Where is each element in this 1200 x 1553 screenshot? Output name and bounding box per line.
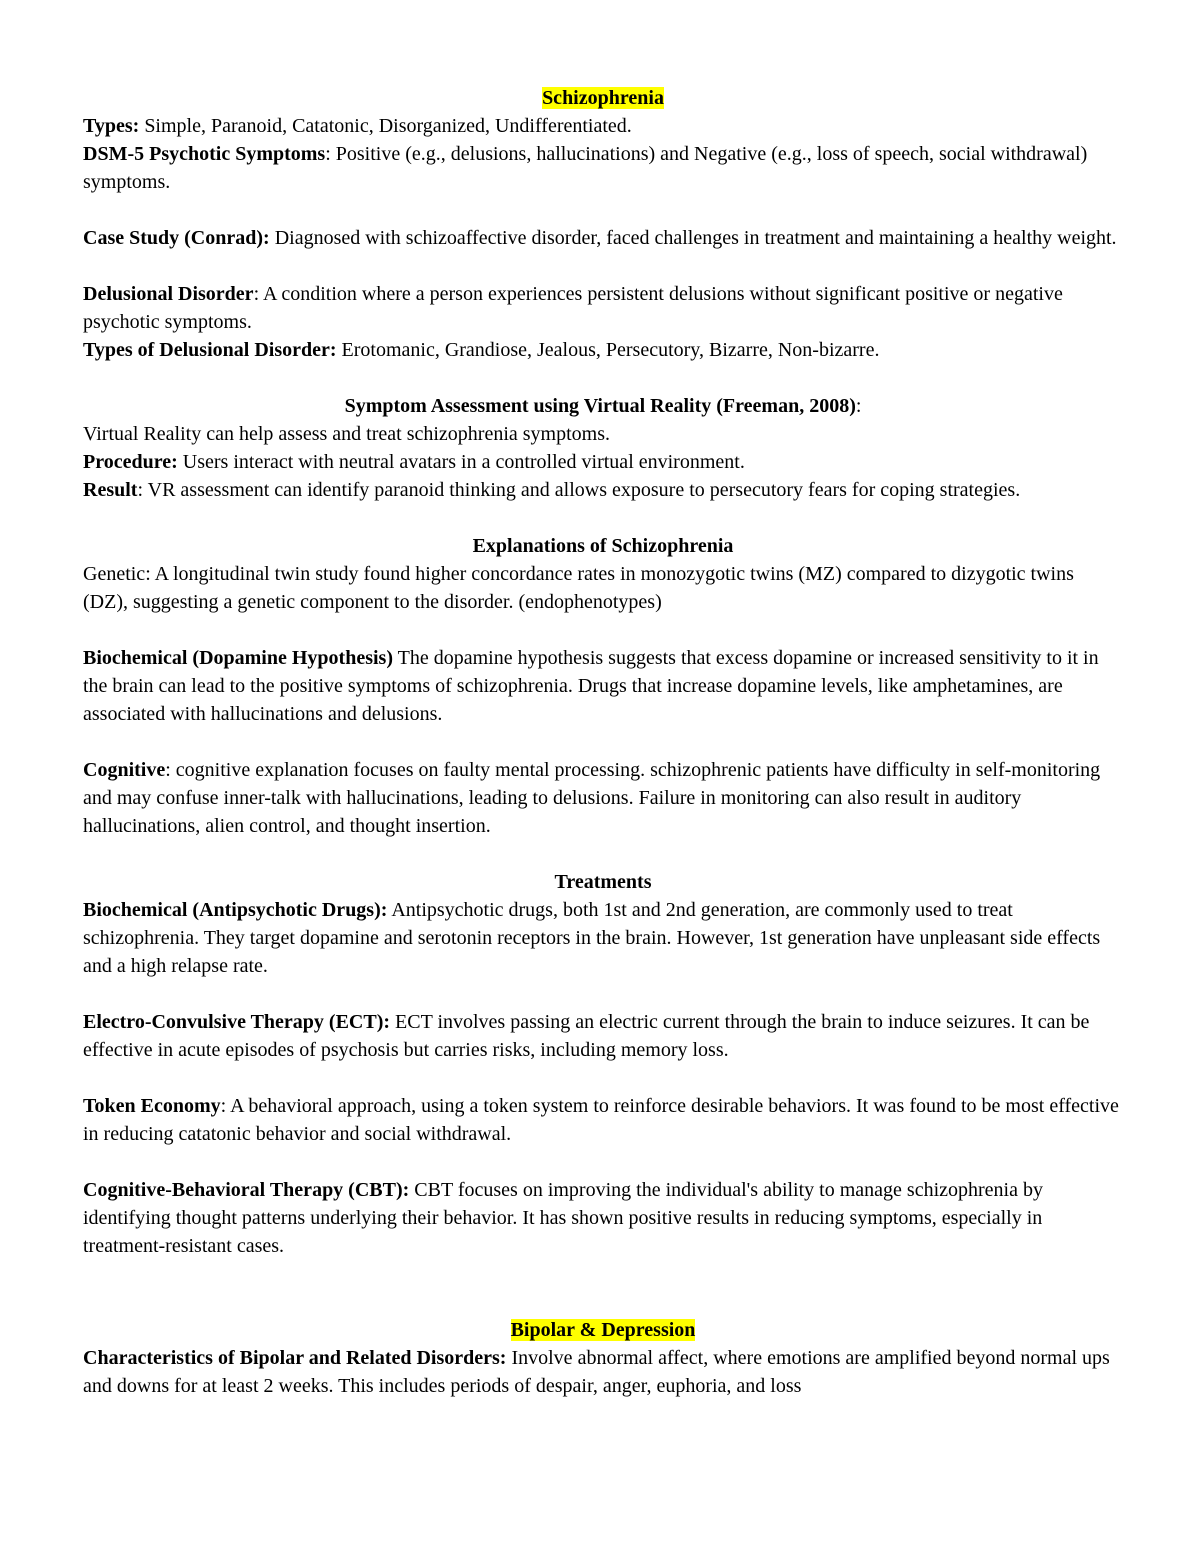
dsm-paragraph — [83, 140, 1123, 196]
drugs-paragraph — [83, 896, 1123, 980]
genetic-paragraph: Genetic: A longitudinal twin study found higher concordance rates in monozygotic twins (MZ) compared to dizygotic twins (DZ), suggesting a genetic component to the disorder. (endophenotypes) — [83, 563, 1074, 613]
cognitive-label: Cognitive — [83, 759, 166, 781]
vr-result-paragraph — [83, 476, 1123, 504]
case-study-label: Case Study (Conrad): — [83, 227, 270, 249]
drugs-label: Biochemical (Antipsychotic Drugs): — [83, 899, 388, 921]
types-label: Types: — [83, 115, 140, 137]
vr-procedure-paragraph — [83, 448, 1123, 476]
token-economy-label: Token Economy — [83, 1095, 221, 1117]
dsm-text: : Positive (e.g., delusions, hallucinations) and Negative (e.g., loss of speech, social withdrawal) symptoms. — [83, 143, 1088, 193]
vr-result-label: Result — [83, 479, 138, 501]
treatments-heading: Treatments — [554, 871, 652, 893]
bipolar-characteristics-paragraph — [83, 1344, 1123, 1400]
delusional-types-text: Erotomanic, Grandiose, Jealous, Persecutory, Bizarre, Non-bizarre. — [336, 339, 880, 361]
treatments-heading-line — [83, 868, 1123, 896]
vr-heading: Symptom Assessment using Virtual Reality (Freeman, 2008) — [344, 395, 856, 417]
bipolar-heading-line — [83, 1316, 1123, 1344]
delusional-types-label: Types of Delusional Disorder: — [83, 339, 337, 361]
bipolar-characteristics-text: Involve abnormal affect, where emotions are amplified beyond normal ups and downs for at least 2 weeks. This includes periods of despair, anger, euphoria, and loss — [83, 1347, 1110, 1397]
delusional-disorder-paragraph — [83, 280, 1123, 336]
cognitive-text: : cognitive explanation focuses on faulty mental processing. schizophrenic patients have difficulty in self-monitoring and may confuse inner-talk with hallucinations, leading to delusions. Failure in monitoring can also result in auditory hallucinations, alien control, and thought insertion. — [83, 759, 1101, 837]
vr-heading-suffix: : — [855, 395, 862, 417]
delusional-disorder-text: : A condition where a person experiences persistent delusions without significant positive or negative psychotic symptoms. — [83, 283, 1063, 333]
types-paragraph — [83, 112, 1123, 140]
cognitive-paragraph — [83, 756, 1123, 840]
token-economy-paragraph — [83, 1092, 1123, 1148]
bipolar-heading: Bipolar & Depression — [510, 1319, 696, 1341]
cbt-label: Cognitive-Behavioral Therapy (CBT): — [83, 1179, 410, 1201]
vr-procedure-text: Users interact with neutral avatars in a controlled virtual environment. — [177, 451, 745, 473]
vr-result-text: : VR assessment can identify paranoid thinking and allows exposure to persecutory fears for coping strategies. — [137, 479, 1021, 501]
drugs-text: Antipsychotic drugs, both 1st and 2nd generation, are commonly used to treat schizophrenia. They target dopamine and serotonin receptors in the brain. However, 1st generation have unpleasant side effects and a high relapse rate. — [83, 899, 1101, 977]
biochemical-paragraph — [83, 644, 1123, 728]
ect-text: ECT involves passing an electric current through the brain to induce seizures. It can be effective in acute episodes of psychosis but carries risks, including memory loss. — [83, 1011, 1090, 1061]
schizophrenia-heading: Schizophrenia — [542, 87, 664, 109]
ect-paragraph — [83, 1008, 1123, 1064]
delusional-types-paragraph — [83, 336, 1123, 364]
vr-procedure-label: Procedure: — [83, 451, 178, 473]
biochemical-label: Biochemical (Dopamine Hypothesis) — [83, 647, 393, 669]
cbt-paragraph — [83, 1176, 1123, 1260]
biochemical-text: The dopamine hypothesis suggests that excess dopamine or increased sensitivity to it in the brain can lead to the positive symptoms of schizophrenia. Drugs that increase dopamine levels, like amphetamines, are associated with hallucinations and delusions. — [83, 647, 1099, 725]
schizophrenia-heading-line — [83, 84, 1123, 112]
vr-heading-line — [83, 392, 1123, 420]
explanations-heading-line — [83, 532, 1123, 560]
vr-intro: Virtual Reality can help assess and treat schizophrenia symptoms. — [83, 423, 610, 445]
types-text: Simple, Paranoid, Catatonic, Disorganized, Undifferentiated. — [139, 115, 632, 137]
dsm-label: DSM-5 Psychotic Symptoms — [83, 143, 326, 165]
explanations-heading: Explanations of Schizophrenia — [472, 535, 734, 557]
token-economy-text: : A behavioral approach, using a token system to reinforce desirable behaviors. It was found to be most effective in reducing catatonic behavior and social withdrawal. — [83, 1095, 1119, 1145]
cbt-text: CBT focuses on improving the individual's ability to manage schizophrenia by identifying thought patterns underlying their behavior. It has shown positive results in reducing symptoms, especially in treatment-resistant cases. — [83, 1179, 1043, 1257]
document-page — [83, 84, 1123, 1400]
case-study-paragraph — [83, 224, 1123, 252]
ect-label: Electro-Convulsive Therapy (ECT): — [83, 1011, 391, 1033]
bipolar-characteristics-label: Characteristics of Bipolar and Related Disorders: — [83, 1347, 507, 1369]
delusional-disorder-label: Delusional Disorder — [83, 283, 254, 305]
case-study-text: Diagnosed with schizoaffective disorder, faced challenges in treatment and maintaining a healthy weight. — [269, 227, 1117, 249]
